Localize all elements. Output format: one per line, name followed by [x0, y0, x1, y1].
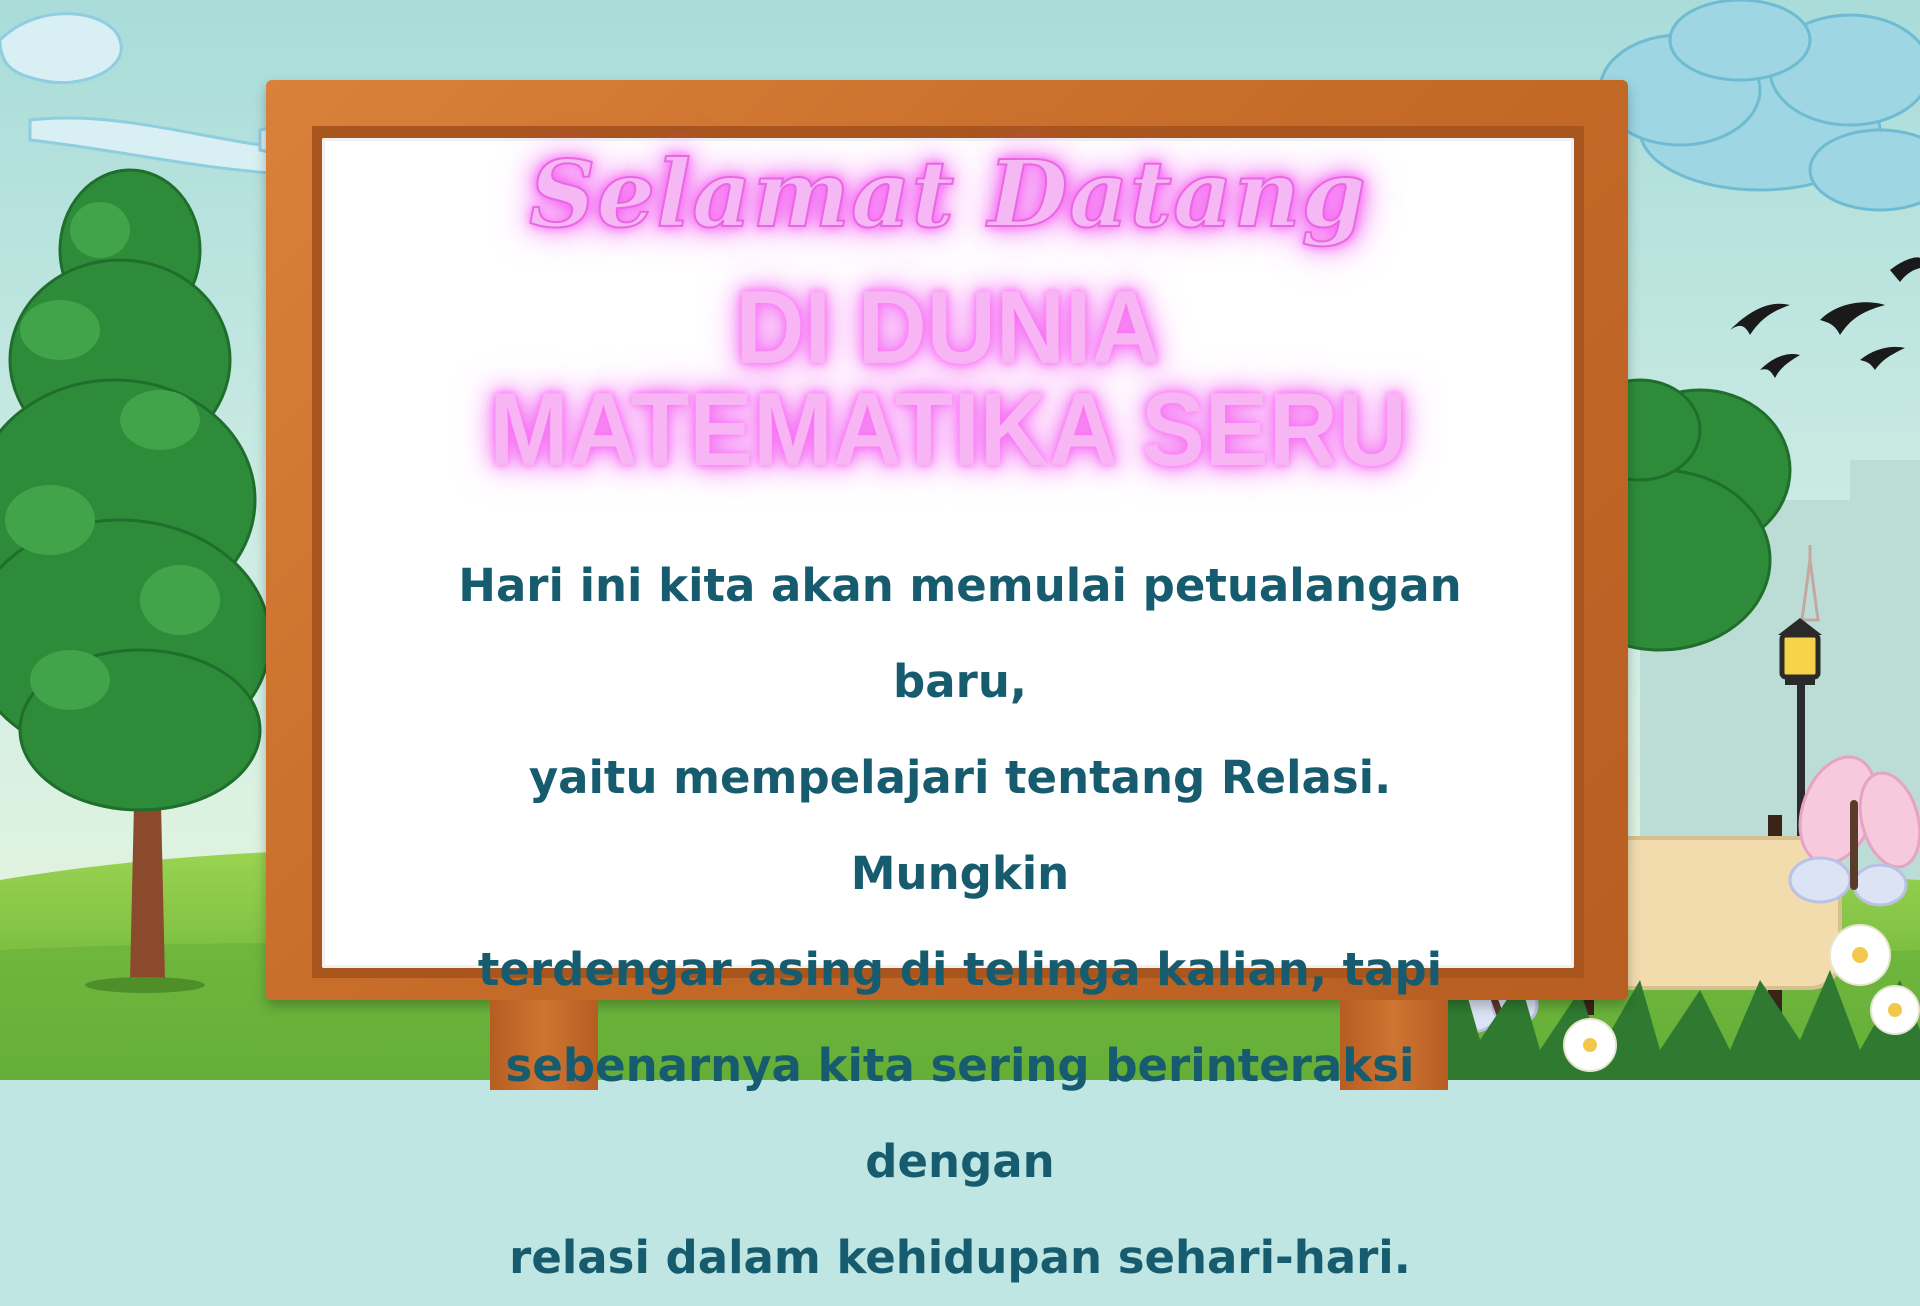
intro-line: relasi dalam kehidupan sehari-hari.: [509, 1231, 1411, 1284]
title-line-2: MATEMATIKA SERU: [489, 372, 1407, 488]
intro-line: yaitu mempelajari tentang Relasi. Mungkin: [528, 751, 1392, 900]
title-line-1: DI DUNIA: [735, 270, 1161, 386]
intro-paragraph: [430, 538, 1490, 1306]
intro-line: terdengar asing di telinga kalian, tapi: [477, 943, 1443, 996]
welcome-script-title: Selamat Datang: [529, 140, 1367, 248]
intro-line: Hari ini kita akan memulai petualangan baru,: [458, 559, 1462, 708]
intro-line: sebenarnya kita sering berinteraksi dengan: [505, 1039, 1415, 1188]
